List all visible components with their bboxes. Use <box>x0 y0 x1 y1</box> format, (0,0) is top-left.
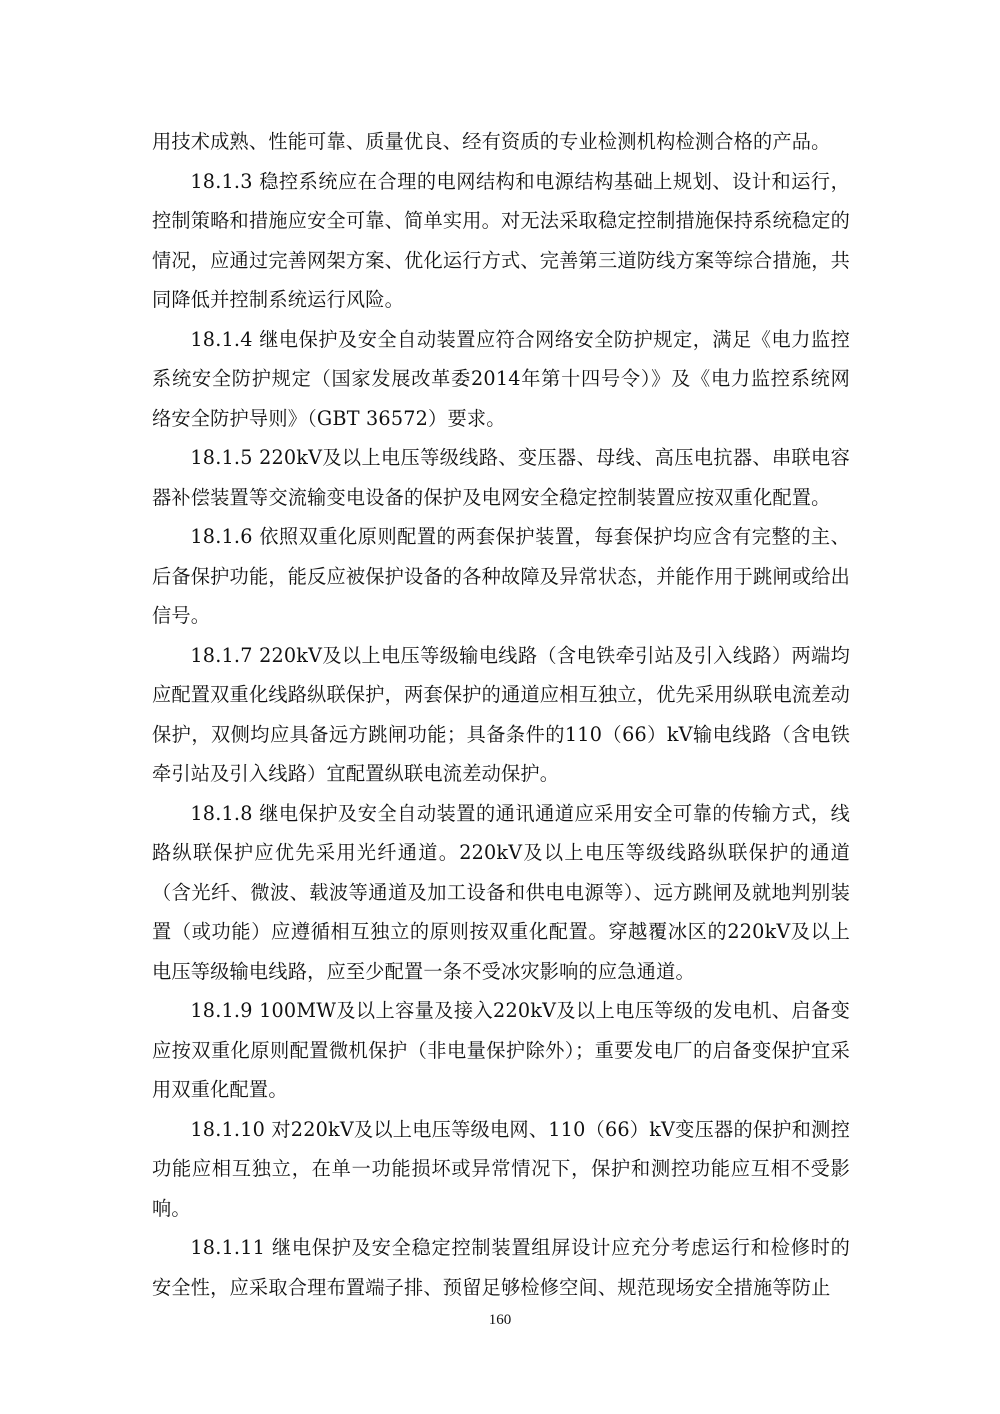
paragraph-18-1-11: 18.1.11 继电保护及安全稳定控制装置组屏设计应充分考虑运行和检修时的安全性，应采取合理布置端子排、预留足够检修空间、规范现场安全措施等防止 <box>152 1236 850 1299</box>
paragraph-18-1-9: 18.1.9 100MW及以上容量及接入220kV及以上电压等级的发电机、启备变应按双重化原则配置微机保护（非电量保护除外）；重要发电厂的启备变保护宜采用双重化配置。 <box>152 999 850 1101</box>
paragraph-18-1-5: 18.1.5 220kV及以上电压等级线路、变压器、母线、高压电抗器、串联电容器补偿装置等交流输变电设备的保护及电网安全稳定控制装置应按双重化配置。 <box>152 446 850 509</box>
page-number: 160 <box>488 1312 512 1328</box>
paragraph-continuation: 用技术成熟、性能可靠、质量优良、经有资质的专业检测机构检测合格的产品。 <box>152 130 831 153</box>
paragraph-18-1-4: 18.1.4 继电保护及安全自动装置应符合网络安全防护规定，满足《电力监控系统安全防护规定（国家发展改革委2014年第十四号令）》及《电力监控系统网络安全防护导则》（GBT 36572）要求。 <box>152 327 850 430</box>
paragraph-18-1-3: 18.1.3 稳控系统应在合理的电网结构和电源结构基础上规划、设计和运行，控制策略和措施应安全可靠、简单实用。对无法采取稳定控制措施保持系统稳定的情况，应通过完善网架方案、优化运行方式、完善第三道防线方案等综合措施，共同降低并控制系统运行风险。 <box>152 169 850 311</box>
body-text <box>152 122 850 1307</box>
paragraph-18-1-10: 18.1.10 对220kV及以上电压等级电网、110（66）kV变压器的保护和测控功能应相互独立，在单一功能损坏或异常情况下，保护和测控功能应互相不受影响。 <box>152 1117 850 1220</box>
paragraph-18-1-6: 18.1.6 依照双重化原则配置的两套保护装置，每套保护均应含有完整的主、后备保护功能，能反应被保护设备的各种故障及异常状态，并能作用于跳闸或给出信号。 <box>152 525 850 627</box>
paragraph-18-1-8: 18.1.8 继电保护及安全自动装置的通讯通道应采用安全可靠的传输方式，线路纵联保护应优先采用光纤通道。220kV及以上电压等级线路纵联保护的通道（含光纤、微波、载波等通道及加工设备和供电电源等）、远方跳闸及就地判别装置（或功能）应遵循相互独立的原则按双重化配置。穿越覆冰区的220kV及以上电压等级输电线路，应至少配置一条不受冰灾影响的应急通道。 <box>152 801 850 983</box>
paragraph-18-1-7: 18.1.7 220kV及以上电压等级输电线路（含电铁牵引站及引入线路）两端均应配置双重化线路纵联保护，两套保护的通道应相互独立，优先采用纵联电流差动保护，双侧均应具备远方跳闸功能；具备条件的110（66）kV输电线路（含电铁牵引站及引入线路）宜配置纵联电流差动保护。 <box>152 643 850 785</box>
